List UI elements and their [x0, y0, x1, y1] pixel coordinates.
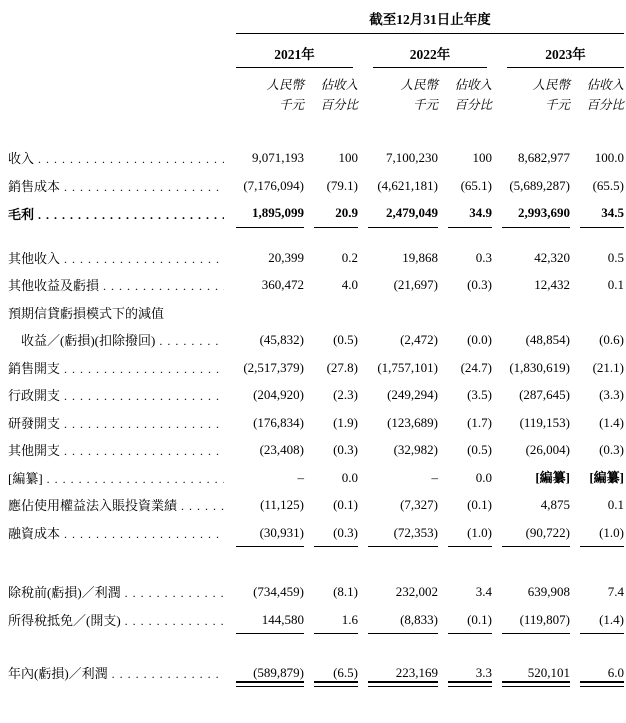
table-row: [8, 172, 626, 200]
row-label: [8, 440, 226, 459]
amount-unit-2023: 千元: [544, 98, 570, 112]
cell-value: (2,517,379): [243, 359, 304, 375]
dot-leader: [103, 278, 224, 294]
cell-value: (45,832): [259, 332, 304, 347]
table-row: [8, 409, 626, 437]
cell-value: (79.1): [326, 177, 358, 193]
row-label-text: 其他開支: [8, 443, 61, 459]
cell-value: (27.8): [326, 359, 358, 375]
cell-value: 100.0: [594, 150, 624, 165]
pct-header-2023: 佔收入: [586, 78, 624, 92]
year-header-2023: 2023年: [507, 34, 624, 68]
table-row: [8, 436, 626, 464]
cell-value: (21.1): [592, 359, 624, 375]
table-title: 截至12月31日止年度: [236, 8, 624, 34]
cell-value: 0.1: [607, 277, 624, 292]
row-label-text: [編纂]: [8, 470, 43, 486]
cell-value: 20.9: [314, 199, 358, 228]
row-label: [8, 523, 226, 542]
cell-value: 0.0: [475, 469, 492, 485]
row-label: [8, 330, 226, 349]
cell-value: (1.4): [580, 606, 624, 635]
cell-value: (26,004): [525, 442, 570, 457]
cell-value: (589,879): [236, 659, 304, 687]
row-label: [8, 413, 226, 432]
cell-value: (2.3): [333, 387, 358, 402]
cell-value: (1,830,619): [509, 359, 570, 375]
cell-value: (734,459): [253, 584, 304, 599]
cell-value: (0.6): [599, 332, 624, 347]
cell-value: 4,875: [540, 497, 570, 512]
amount-header-2023: 人民幣: [532, 78, 570, 92]
dot-leader: [64, 443, 224, 459]
cell-value: 4.0: [341, 277, 358, 292]
cell-value: (3.3): [599, 387, 624, 402]
cell-value: (0.3): [599, 442, 624, 457]
row-label: [8, 303, 226, 322]
row-label-text: 應佔使用權益法入賬投資業績: [8, 498, 178, 514]
cell-value: 0.3: [475, 249, 492, 265]
pct-header-2021: 佔收入: [320, 78, 358, 92]
row-label-text: 銷售成本: [8, 178, 61, 194]
cell-value: (287,645): [519, 387, 570, 402]
spacer-row: [8, 546, 626, 578]
cell-value: 0.0: [341, 469, 358, 485]
cell-value: (0.0): [467, 332, 492, 347]
row-label-text: 除稅前(虧損)／利潤: [8, 585, 121, 601]
years-header-row: [8, 34, 626, 68]
row-label: [8, 148, 226, 167]
cell-value: 639,908: [527, 584, 570, 599]
table-row: [8, 244, 626, 272]
cell-value: 42,320: [534, 249, 570, 265]
cell-value: (7,327): [400, 497, 438, 512]
cell-value: 0.5: [607, 249, 624, 265]
cell-value: (119,807): [502, 606, 570, 635]
cell-value: 520,101: [502, 659, 570, 687]
row-label-text: 收入: [8, 151, 35, 167]
cell-value: (32,982): [393, 442, 438, 457]
cell-value: 3.4: [475, 584, 492, 599]
cell-value: (8.1): [333, 584, 358, 599]
label-column-spacer: [8, 77, 226, 94]
cell-value: 34.5: [580, 199, 624, 228]
cell-value: 7.4: [607, 584, 624, 599]
cell-value: (24.7): [460, 359, 492, 375]
dot-leader: [64, 526, 224, 542]
cell-value: (30,931): [236, 519, 304, 548]
cell-value: 20,399: [268, 249, 304, 265]
cell-value: 144,580: [236, 606, 304, 635]
row-label-text: 行政開支: [8, 388, 61, 404]
cell-value: [編纂]: [589, 469, 624, 485]
cell-value: (0.3): [314, 519, 358, 548]
cell-value: (23,408): [259, 442, 304, 457]
table-row: [8, 606, 626, 634]
pct-unit-2022: 百分比: [454, 98, 492, 112]
dot-leader: [47, 471, 224, 487]
cell-value: (65.5): [592, 177, 624, 193]
cell-value: (1,757,101): [377, 359, 438, 375]
dot-leader: [38, 151, 224, 167]
row-label-text: 其他收益及虧損: [8, 278, 100, 294]
cell-value: 7,100,230: [386, 150, 438, 165]
cell-value: 8,682,977: [518, 150, 570, 165]
dot-leader: [64, 361, 224, 377]
row-label: [8, 275, 226, 294]
subheader-row-1: [8, 77, 626, 94]
cell-value: 2,479,049: [368, 199, 438, 228]
table-title-row: [8, 8, 626, 34]
table-row: [8, 381, 626, 409]
amount-unit-2022: 千元: [412, 98, 438, 112]
cell-value: (1.7): [467, 414, 492, 430]
amount-header-2022: 人民幣: [400, 78, 438, 92]
cell-value: (119,153): [519, 414, 570, 430]
subheader-row-2: [8, 97, 626, 114]
pct-unit-2023: 百分比: [586, 98, 624, 112]
cell-value: (0.5): [467, 442, 492, 457]
cell-value: 1,895,099: [236, 199, 304, 228]
spacer-row: [8, 227, 626, 244]
label-column-spacer: [8, 34, 226, 68]
row-label-text: 研發開支: [8, 415, 61, 431]
cell-value: (6.5): [314, 659, 358, 687]
row-label: [8, 248, 226, 267]
row-label: [8, 610, 226, 629]
cell-value: 0.2: [341, 249, 358, 265]
dot-leader: [38, 207, 224, 223]
row-label-text: 毛利: [8, 206, 35, 222]
cell-value: 223,169: [368, 659, 438, 687]
cell-value: (249,294): [387, 387, 438, 402]
cell-value: 9,071,193: [252, 150, 304, 165]
dot-leader: [112, 666, 224, 682]
row-label-text: 融資成本: [8, 526, 61, 542]
cell-value: (204,920): [253, 387, 304, 402]
table-row: [8, 354, 626, 382]
cell-value: (1.0): [580, 519, 624, 548]
cell-value: (0.3): [333, 442, 358, 457]
cell-value: (8,833): [368, 606, 438, 635]
row-label-text: 預期信貸虧損模式下的減值: [8, 305, 165, 321]
amount-header-2021: 人民幣: [266, 78, 304, 92]
cell-value: –: [297, 469, 304, 485]
cell-value: 2,993,690: [502, 199, 570, 228]
table-row: [8, 326, 626, 354]
cell-value: 232,002: [395, 584, 438, 599]
cell-value: (0.5): [333, 332, 358, 347]
cell-value: (4,621,181): [377, 177, 438, 193]
row-label-text: 銷售開支: [8, 360, 61, 376]
cell-value: (2,472): [400, 332, 438, 347]
dot-leader: [64, 251, 224, 267]
dot-leader: [125, 613, 224, 629]
table-row: [8, 271, 626, 299]
cell-value: –: [431, 469, 438, 485]
cell-value: (90,722): [502, 519, 570, 548]
table-body: [8, 144, 626, 687]
row-label: [8, 358, 226, 377]
dot-leader: [64, 388, 224, 404]
table-row: [8, 519, 626, 547]
cell-value: 34.9: [448, 199, 492, 228]
row-label: [8, 204, 226, 223]
row-label: [8, 468, 226, 487]
cell-value: (0.1): [448, 606, 492, 635]
dot-leader: [181, 498, 224, 514]
pct-unit-2021: 百分比: [320, 98, 358, 112]
label-column-spacer: [8, 8, 226, 34]
row-label: [8, 385, 226, 404]
dot-leader: [64, 416, 224, 432]
cell-value: (0.1): [467, 497, 492, 512]
row-label: [8, 176, 226, 195]
table-row: [8, 144, 626, 172]
table-row: [8, 464, 626, 492]
pct-header-2022: 佔收入: [454, 78, 492, 92]
cell-value: 1.6: [314, 606, 358, 635]
cell-value: 12,432: [534, 277, 570, 292]
year-header-2021: 2021年: [236, 34, 353, 68]
row-label: [8, 582, 226, 601]
cell-value: (21,697): [393, 277, 438, 292]
dot-leader: [125, 585, 224, 601]
cell-value: (5,689,287): [509, 177, 570, 193]
dot-leader: [64, 179, 224, 195]
cell-value: (7,176,094): [243, 177, 304, 193]
cell-value: 0.1: [607, 497, 624, 512]
cell-value: (65.1): [460, 177, 492, 193]
row-label: [8, 495, 226, 514]
cell-value: (1.9): [333, 414, 358, 430]
table-row: [8, 659, 626, 687]
cell-value: 100: [338, 150, 358, 165]
cell-value: (3.5): [467, 387, 492, 402]
row-label: [8, 663, 226, 682]
table-row: [8, 491, 626, 519]
table-row: [8, 578, 626, 606]
row-label-text: 收益／(虧損)(扣除撥回): [21, 333, 156, 349]
row-label-text: 年內(虧損)／利潤: [8, 666, 108, 682]
table-row: [8, 299, 626, 327]
cell-value: (123,689): [387, 414, 438, 430]
dot-leader: [159, 333, 224, 349]
cell-value: (0.3): [467, 277, 492, 292]
cell-value: (176,834): [253, 414, 304, 430]
label-column-spacer: [8, 97, 226, 114]
spacer-row: [8, 633, 626, 659]
cell-value: (1.0): [448, 519, 492, 548]
cell-value: 6.0: [580, 659, 624, 687]
cell-value: (1.4): [599, 414, 624, 430]
cell-value: (48,854): [525, 332, 570, 347]
cell-value: [編纂]: [535, 469, 570, 485]
cell-value: (0.1): [333, 497, 358, 512]
cell-value: (11,125): [260, 497, 304, 512]
amount-unit-2021: 千元: [278, 98, 304, 112]
cell-value: (72,353): [368, 519, 438, 548]
cell-value: 3.3: [448, 659, 492, 687]
cell-value: 100: [472, 150, 492, 165]
cell-value: 19,868: [402, 249, 438, 265]
cell-value: 360,472: [261, 277, 304, 292]
row-label-text: 所得稅抵免／(開支): [8, 613, 121, 629]
row-label-text: 其他收入: [8, 250, 61, 266]
year-header-2022: 2022年: [373, 34, 487, 68]
table-row: [8, 199, 626, 227]
